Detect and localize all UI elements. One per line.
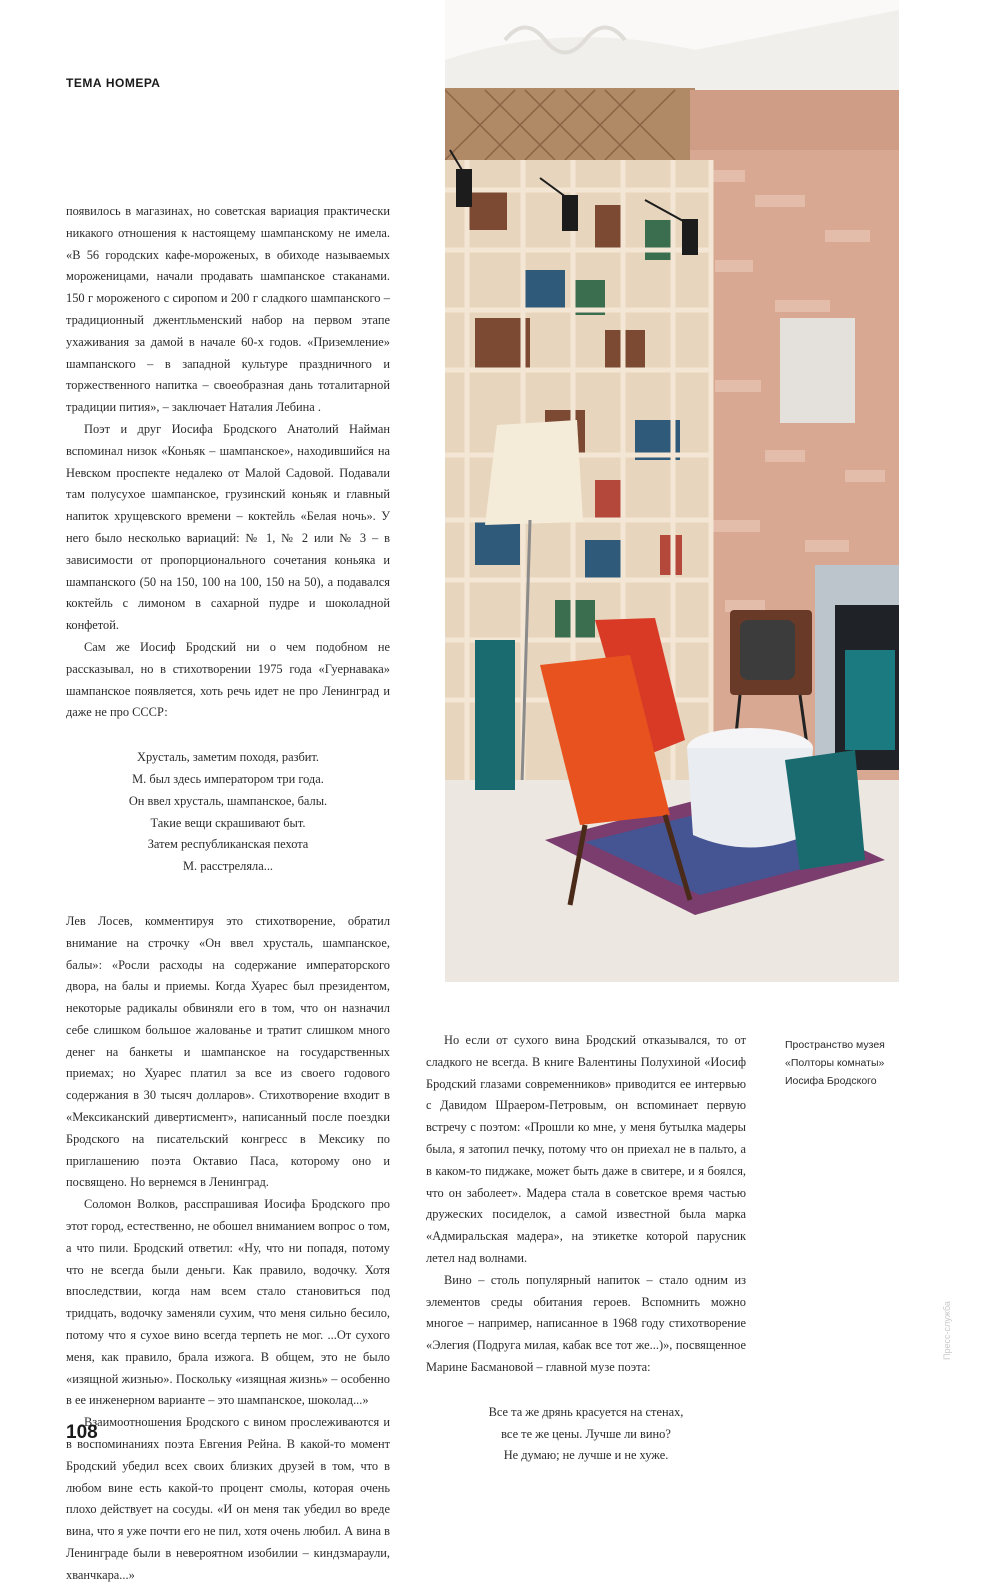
poem-line: Не думаю; не лучше и не хуже. [503,1448,669,1463]
poem-line: Все та же дрянь красуется на стенах, [488,1404,684,1419]
poem-line: Такие вещи скрашивают быт. [150,815,306,830]
paragraph: Сам же Иосиф Бродский ни о чем подобном не рассказывал, но в стихотворении 1975 года «Гуернавака» шампанское появляется, хоть речь идет не про Ленинград и даже не про СССР: [66,639,390,720]
paragraph: Но если от сухого вина Бродский отказывался, то от сладкого не всегда. В книге Валентины Полухиной «Иосиф Бродский глазами современников» приводится ее интервью с Давидом Шраером-Петровым, он вспоминает первую встречу с поэтом: «Прошли ко мне, у меня бутылка мадеры была, я затопил печку, потому что он приехал не в пальто, а в каком-то пиджаке, может быть даже в свитере, и я боялся, что он заболеет». Мадера стала в советское время частью дружеских посиделок, а самой известной была марка «Адмиральская мадера», на этикетке которой парусник летел над волнами. [426,1033,746,1265]
poem-line: М. был здесь императором три года. [132,771,324,786]
page-number: 108 [66,1422,98,1443]
poem-line: все те же цены. Лучше ли вино? [501,1426,671,1441]
paragraph: Соломон Волков, расспрашивая Иосифа Бродского про этот город, естественно, не обошел вниманием вопрос о том, а что пили. Бродский ответил: «Ну, что ни попадя, потому что не всегда были деньги. Как правило, водочку. Хотя впоследствии, когда нам всем стало становиться под тридцать, водочку заменяли сухим, что меня сильно бесило, потому что я сухое вино всегда терпеть не мог. ...От сухого меня, как правило, брала изжога. В общем, это не было «изящной жизнью». Поскольку «изящная жизнь» – особенно в ее инженерном варианте – это шампанское, шоколад...» [66,1197,390,1408]
poem-line: Хрусталь, заметим походя, разбит. [137,750,319,765]
paragraph: Лев Лосев, комментируя это стихотворение, обратил внимание на строчку «Он ввел хрусталь, шампанское, балы»: «Росли расходы на содержание императорского двора, на балы и приемы. Когда Хуарес был президентом, некоторые радикалы обвиняли его в том, что он назначил себе слишком большое жалованье и тратит слишком много денег на банкеты и шампанское на государственных приемах; но Хуарес платил за все из своего годового содержания в 30 тысяч долларов». Стихотворение входит в «Мексиканский дивертисмент», написанный после поездки Бродского на писательский конгресс в Мексику по приглашению поэта Октавио Паса, которому оно и посвящено. Но вернемся в Ленинград. [66,913,390,1190]
photo-caption [785,1036,935,1090]
left-text-column [66,201,390,1587]
section-title: ТЕМА НОМЕРА [66,76,161,90]
paragraph: Взаимоотношения Бродского с вином прослеживаются и в воспоминаниях поэта Евгения Рейна. В какой-то момент Бродский убедил всех своих близких друзей в том, что в любом вине есть какой-то процент смолы, которая очень плохо действует на сосуды. «И он меня так убедил во вреде вина, что я уже почти его не пил, хотя очень любил. А вина в Ленинграде были в невероятном изобилии – киндзмараули, хванчкара...» [66,1415,390,1582]
photo-credit: Пресс-служба [942,1301,952,1360]
museum-photo [445,0,899,982]
paragraph: Вино – столь популярный напиток – стало одним из элементов среды обитания героев. Вспомнить можно многое – например, написанное в 1968 году стихотворение «Элегия (Подруга милая, кабак все тот же...)», посвященное Марине Басмановой – главной музе поэта: [426,1272,746,1374]
paragraph: Поэт и друг Иосифа Бродского Анатолий Найман вспоминал низок «Коньяк – шампанское», находившийся на Невском проспекте недалеко от Малой Садовой. Подавали там полусухое шампанское, грузинский коньяк и главный напиток хрущевского времени – коктейль «Белая ночь». У него было несколько вариаций: № 1, № 2 или № 3 – в зависимости от пропорционального сочетания коньяка и шампанского (50 на 150, 100 на 100, 150 на 50), а подавался коктейль с лимоном в сахарной пудре и шоколадной конфетой. [66,421,390,633]
caption-line: Иосифа Бродского [785,1075,877,1087]
poem-quote [426,1402,746,1467]
paragraph: появилось в магазинах, но советская вариация практически никакого отношения к настоящему шампанскому не имела. «В 56 городских кафе-мороженых, в обиходе называемых мороженицами, начали продавать шампанское стаканами. 150 г мороженого с сиропом и 200 г сладкого шампанского – традиционный джентльменский набор на первом этапе ухаживания за дамой в начале 60-х годов. «Приземление» шампанского – в западной культуре праздничного и торжественного напитка – своеобразная дань тоталитарной традиции пития», – заключает Наталия Лебина . [66,204,390,415]
poem-line: Затем республиканская пехота [147,837,309,852]
caption-line: Пространство музея [785,1039,885,1051]
poem-line: М. расстреляла... [182,859,274,874]
poem-quote [66,747,390,878]
caption-line: «Полторы комнаты» [785,1057,885,1069]
right-text-column [426,1030,746,1500]
poem-line: Он ввел хрусталь, шампанское, балы. [128,793,328,808]
